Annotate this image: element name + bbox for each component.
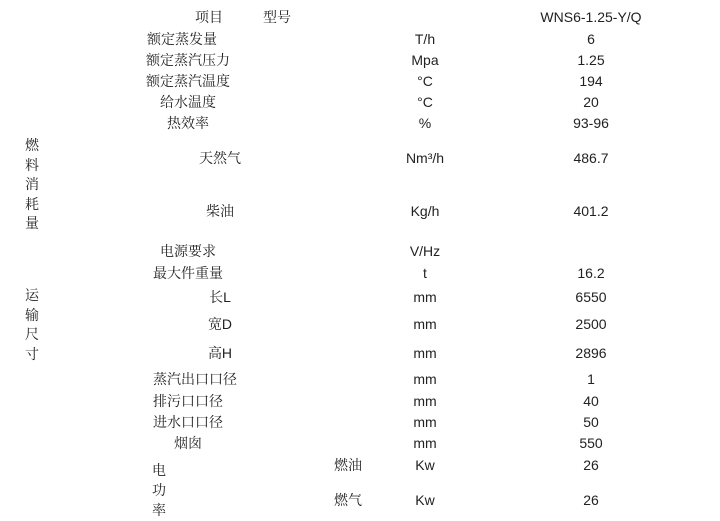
fuel-gas-value: 486.7 <box>573 150 609 166</box>
fuel-group-label: 燃料消耗量 <box>25 137 39 231</box>
dimension-width-value: 2500 <box>575 316 607 332</box>
fuel-diesel-label: 柴油 <box>206 203 234 219</box>
row-value: 20 <box>583 94 599 110</box>
row-value: 1.25 <box>577 52 605 68</box>
row-unit: °C <box>417 73 433 89</box>
row-unit: % <box>418 115 432 131</box>
dimension-length-value: 6550 <box>575 289 607 305</box>
fuel-diesel-unit: Kg/h <box>410 203 440 219</box>
port-unit: mm <box>413 371 437 387</box>
dimension-height-unit: mm <box>413 345 437 361</box>
dimension-width-unit: mm <box>413 316 437 332</box>
row-unit: Mpa <box>411 52 439 68</box>
electric-power-group-label: 电功率 <box>152 462 166 518</box>
electric-oil-value: 26 <box>583 457 599 473</box>
electric-gas-label: 燃气 <box>334 492 362 508</box>
dimension-height-value: 2896 <box>575 345 607 361</box>
port-value: 40 <box>583 393 599 409</box>
dimension-height-label: 高H <box>207 345 233 361</box>
power-supply-label: 电源要求 <box>160 243 216 259</box>
electric-gas-unit: Kw <box>415 492 435 508</box>
port-label: 排污口口径 <box>153 393 223 409</box>
row-unit: T/h <box>414 31 436 47</box>
dimension-length-unit: mm <box>413 289 437 305</box>
port-label: 蒸汽出口口径 <box>153 371 237 387</box>
row-value: 194 <box>579 73 603 89</box>
fuel-diesel-value: 401.2 <box>573 203 609 219</box>
row-label: 额定蒸汽压力 <box>146 52 230 68</box>
electric-oil-unit: Kw <box>415 457 435 473</box>
header-model-value: WNS6-1.25-Y/Q <box>540 9 642 25</box>
row-label: 给水温度 <box>160 94 216 110</box>
header-model-label: 型号 <box>263 9 291 25</box>
electric-oil-label: 燃油 <box>334 457 362 473</box>
max-weight-unit: t <box>423 265 427 281</box>
row-label: 额定蒸汽温度 <box>146 73 230 89</box>
row-label: 热效率 <box>167 115 209 131</box>
max-weight-label: 最大件重量 <box>153 265 223 281</box>
row-value: 6 <box>587 31 595 47</box>
row-unit: °C <box>417 94 433 110</box>
port-label: 烟囱 <box>174 435 202 451</box>
fuel-gas-label: 天然气 <box>199 150 241 166</box>
port-unit: mm <box>413 414 437 430</box>
port-unit: mm <box>413 393 437 409</box>
row-value: 93-96 <box>573 115 609 131</box>
dimensions-group-label: 运输尺寸 <box>25 287 39 362</box>
electric-gas-value: 26 <box>583 492 599 508</box>
port-value: 550 <box>579 435 603 451</box>
dimension-length-label: 长L <box>209 289 231 305</box>
dimension-width-label: 宽D <box>207 316 233 332</box>
power-supply-unit: V/Hz <box>409 243 441 259</box>
header-item-label: 项目 <box>195 9 223 25</box>
row-label: 额定蒸发量 <box>147 31 217 47</box>
port-label: 进水口口径 <box>153 414 223 430</box>
port-value: 1 <box>587 371 595 387</box>
fuel-gas-unit: Nm³/h <box>405 150 445 166</box>
port-unit: mm <box>413 435 437 451</box>
port-value: 50 <box>583 414 599 430</box>
max-weight-value: 16.2 <box>577 265 605 281</box>
